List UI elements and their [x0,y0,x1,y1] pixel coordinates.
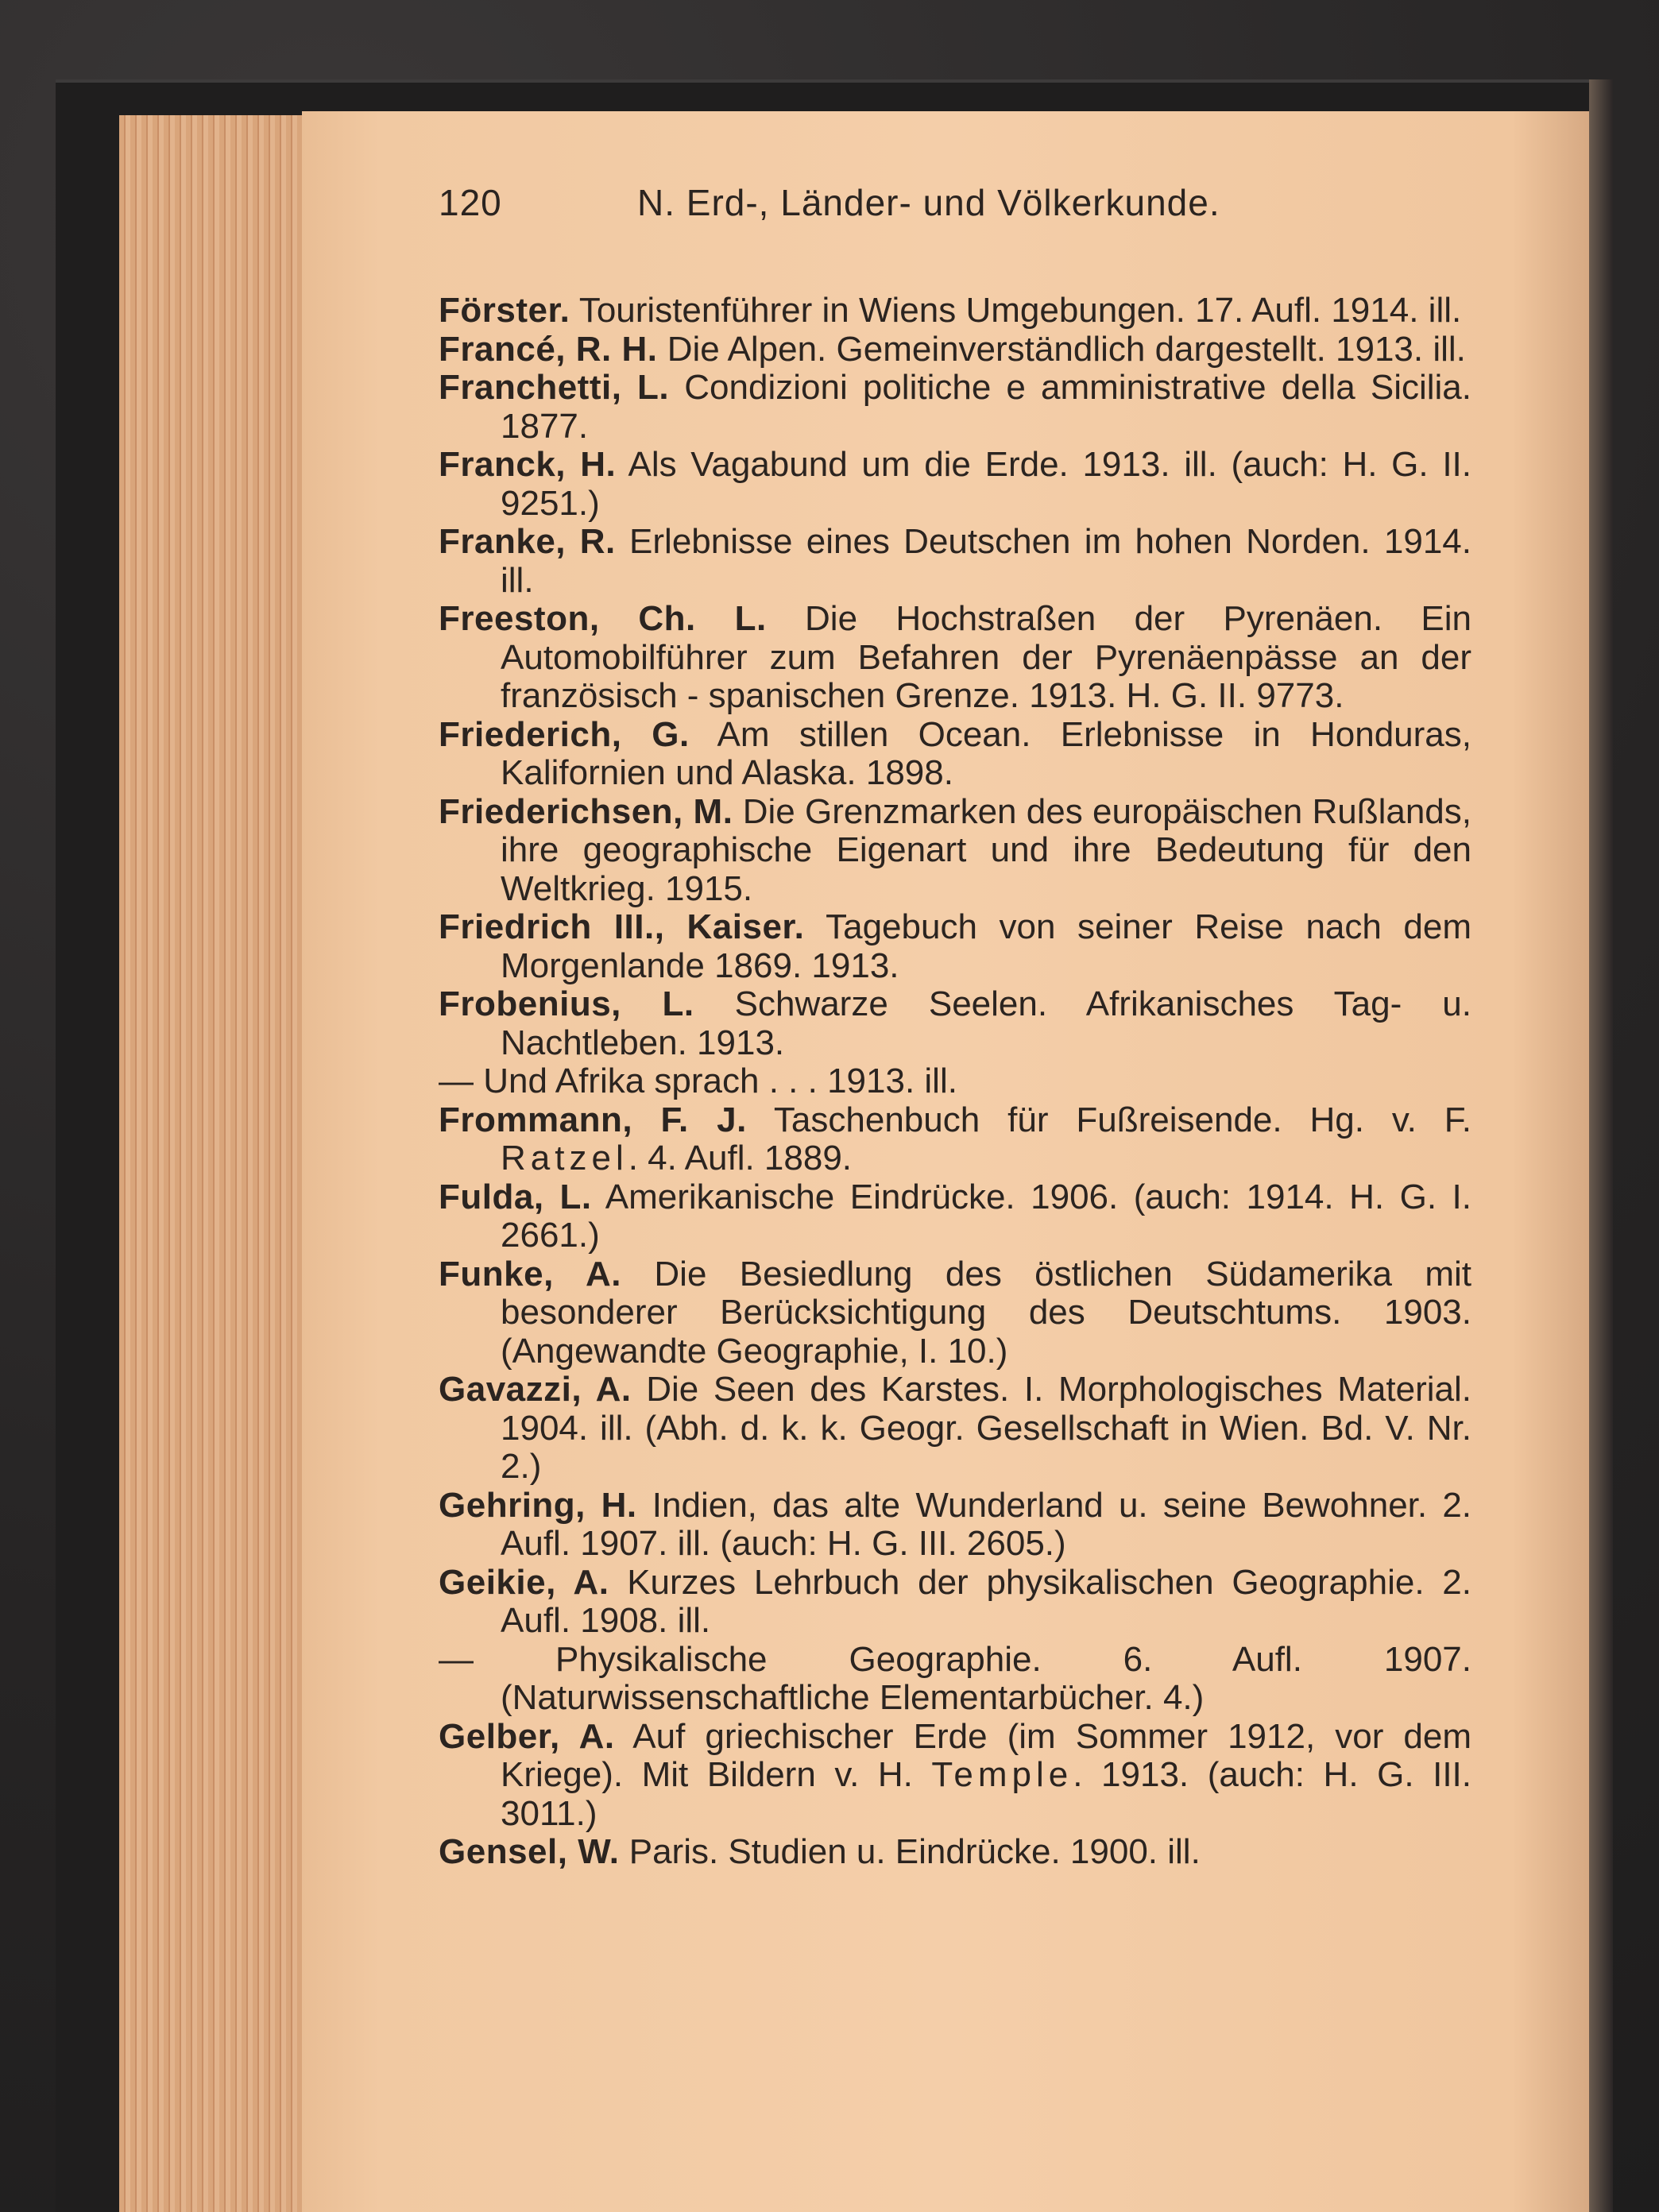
bibliography-list [439,292,1471,1872]
bibliography-entry [439,1641,1471,1718]
bibliography-entry [439,523,1471,600]
entry-author: Gavazzi, A. [439,1370,632,1409]
page-number: 120 [439,182,502,223]
bibliography-entry [439,446,1471,523]
running-header [439,181,1471,229]
bibliography-entry [439,1564,1471,1641]
entry-author: Förster. [439,291,570,330]
entry-author: Geikie, A. [439,1562,609,1602]
bibliography-entry [439,1101,1471,1178]
bibliography-entry [439,331,1471,369]
entry-text: Auf griechischer Erde (im Sommer 1912, vor dem Kriege). Mit Bildern v. H. [501,1716,1472,1794]
bibliography-entry [439,1062,1471,1101]
entry-spaced-name: Ratzel [501,1139,628,1178]
bibliography-entry [439,1487,1471,1564]
entry-author: Fulda, L. [439,1177,592,1216]
bibliography-entry [439,716,1471,793]
entry-text-after: . 4. Aufl. 1889. [628,1139,853,1178]
bibliography-entry [439,1371,1471,1487]
entry-text: Taschenbuch für Fußreisende. Hg. v. F. [746,1100,1471,1139]
bibliography-entry [439,1178,1471,1255]
entry-author: Freeston, Ch. L. [439,599,767,638]
entry-author: Frommann, F. J. [439,1100,747,1139]
bibliography-entry [439,600,1471,716]
entry-author: Franke, R. [439,522,616,561]
entry-text: — Und Afrika sprach . . . 1913. ill. [439,1062,957,1100]
entry-text: Paris. Studien u. Eindrücke. 1900. ill. [619,1832,1201,1871]
entry-text: Am stillen Ocean. Erlebnisse in Honduras, Kalifornien und Alaska. 1898. [501,714,1471,792]
entry-text: Touristenführer in Wiens Umgebungen. 17. Aufl. 1914. ill. [570,291,1462,330]
entry-author: Friedrich III., Kaiser. [439,907,805,946]
entry-text: Schwarze Seelen. Afrikanisches Tag- u. Nachtleben. 1913. [501,984,1471,1062]
entry-author: Frobenius, L. [439,984,694,1023]
entry-spaced-name: Temple [931,1755,1073,1794]
bibliography-entry [439,1718,1471,1834]
entry-text: — Physikalische Geographie. 6. Aufl. 1907. (Naturwissenschaftliche Elementarbücher. 4.) [439,1639,1471,1717]
entry-author: Funke, A. [439,1254,622,1294]
entry-author: Franchetti, L. [439,368,670,407]
entry-text: Die Grenzmarken des europäischen Rußlands, ihre geographische Eigenart und ihre Bedeutung für den Weltkrieg. 1915. [501,791,1471,908]
bibliography-entry [439,1255,1471,1371]
bibliography-entry [439,369,1471,446]
entry-author: Francé, R. H. [439,329,658,369]
bibliography-entry [439,1833,1471,1872]
entry-text: Condizioni politiche e amministrative della Sicilia. 1877. [501,368,1471,446]
entry-text: Die Seen des Karstes. I. Morphologisches Material. 1904. ill. (Abh. d. k. k. Geogr. Gesellschaft in Wien. Bd. V. Nr. 2.) [501,1370,1471,1486]
bibliography-entry [439,908,1471,985]
entry-author: Franck, H. [439,445,617,484]
entry-author: Friederichsen, M. [439,791,733,831]
entry-text: Die Alpen. Gemeinverständlich dargestellt. 1913. ill. [657,329,1466,369]
entry-text: Als Vagabund um die Erde. 1913. ill. (auch: H. G. II. 9251.) [501,445,1471,523]
entry-text: Indien, das alte Wunderland u. seine Bewohner. 2. Aufl. 1907. ill. (auch: H. G. III. 2605.) [501,1485,1472,1563]
entry-author: Gensel, W. [439,1832,620,1871]
entry-text: Tagebuch von seiner Reise nach dem Morgenlande 1869. 1913. [501,907,1472,985]
entry-text: Die Hochstraßen der Pyrenäen. Ein Automobilführer zum Befahren der Pyrenäenpässe an der französisch - spanischen Grenze. 1913. H. G. II. 9773. [501,599,1471,715]
bibliography-entry [439,292,1471,331]
bibliography-entry [439,985,1471,1062]
entry-author: Gehring, H. [439,1485,637,1525]
entry-text: Erlebnisse eines Deutschen im hohen Norden. 1914. ill. [501,522,1471,600]
entry-text: Die Besiedlung des östlichen Südamerika mit besonderer Berücksichtigung des Deutschtums. 1903. (Angewandte Geographie, I. 10.) [501,1254,1471,1371]
entry-text: Kurzes Lehrbuch der physikalischen Geographie. 2. Aufl. 1908. ill. [501,1562,1471,1640]
bibliography-entry [439,793,1471,909]
entry-author: Gelber, A. [439,1716,615,1756]
entry-text: Amerikanische Eindrücke. 1906. (auch: 1914. H. G. I. 2661.) [501,1177,1471,1255]
book-gutter [1589,79,1613,2212]
entry-text-after: . 1913. (auch: H. G. III. 3011.) [501,1755,1472,1833]
entry-author: Friederich, G. [439,714,690,754]
page-edges [119,115,310,2212]
section-title: N. Erd-, Länder- und Völkerkunde. [637,182,1220,223]
